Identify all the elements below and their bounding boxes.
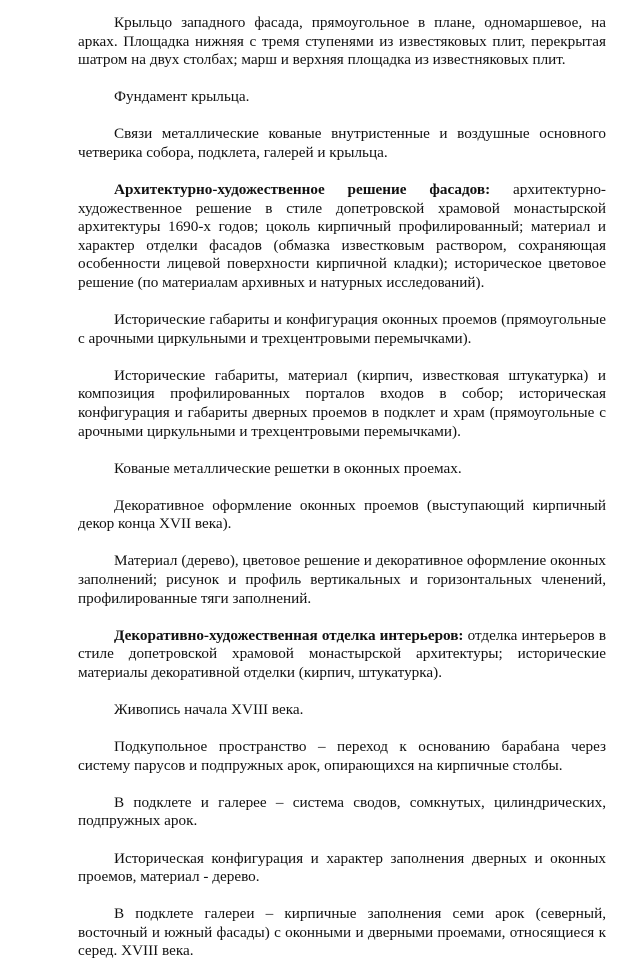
- paragraph-facade-solution: [78, 181, 606, 293]
- paragraph-window-openings: [78, 311, 606, 348]
- paragraph-heading: Декоративно-художественная отделка интерьеров:: [114, 626, 464, 644]
- paragraph-gallery-arches: [78, 905, 606, 961]
- paragraph-porch-foundation: [78, 88, 606, 107]
- paragraph-text: Кованые металлические решетки в оконных проемах.: [114, 459, 462, 477]
- paragraph-vaults: [78, 794, 606, 831]
- paragraph-text: Живопись начала XVIII века.: [114, 701, 304, 719]
- paragraph-text: Декоративное оформление оконных проемов (выступающий кирпичный декор конца XVII века).: [78, 496, 606, 533]
- paragraph-text: В подклете галереи – кирпичные заполнения семи арок (северный, восточный и южный фасады) с оконными и дверными проемами, относящиеся к серед. XVIII века.: [78, 905, 606, 960]
- paragraph-text: Подкупольное пространство – переход к основанию барабана через систему парусов и подпружных арок, опирающихся на кирпичные столбы.: [78, 738, 606, 774]
- paragraph-text: отделка интерьеров в стиле допетровской храмовой монастырской архитектуры; исторические материалы декоративной отделки (кирпич, штукатурка).: [78, 626, 607, 681]
- paragraph-text: Историческая конфигурация и характер заполнения дверных и оконных проемов, материал - дерево.: [78, 849, 606, 886]
- paragraph-window-fillings: [78, 552, 606, 608]
- paragraph-heading: Архитектурно-художественное решение фасадов:: [114, 181, 491, 199]
- paragraph-painting: [78, 701, 606, 720]
- paragraph-text: Исторические габариты и конфигурация оконных проемов (прямоугольные с арочными циркульными и трехцентровыми перемычками).: [78, 311, 606, 347]
- paragraph-text: Фундамент крыльца.: [114, 88, 250, 106]
- paragraph-metal-ties: [78, 125, 606, 162]
- paragraph-text: Материал (дерево), цветовое решение и декоративное оформление оконных заполнений; рисунок и профиль вертикальных и горизонтальных членений, профилированные тяги заполнений.: [78, 552, 606, 607]
- paragraph-text: Исторические габариты, материал (кирпич, известковая штукатурка) и композиция профилированных порталов входов в собор; историческая конфигурация и габариты дверных проемов в подклет и храм (прямоугольные с арочными циркульными и трехцентровыми перемычками).: [78, 366, 606, 440]
- paragraph-text: Крыльцо западного фасада, прямоугольное в плане, одномаршевое, на арках. Площадка нижняя с тремя ступенями из известяковых плит, перекрытая шатром на двух столбах; марш и верхняя площадка из известняковых плит.: [78, 14, 606, 69]
- document-page: [78, 14, 606, 961]
- paragraph-window-decor: [78, 497, 606, 534]
- paragraph-portals: [78, 367, 606, 441]
- paragraph-dome-space: [78, 738, 606, 775]
- paragraph-text: В подклете и галерее – система сводов, сомкнутых, цилиндрических, подпружных арок.: [78, 793, 606, 830]
- paragraph-door-window-fillings: [78, 850, 606, 887]
- paragraph-text: Связи металлические кованые внутристенные и воздушные основного четверика собора, подклета, галерей и крыльца.: [78, 125, 606, 161]
- paragraph-interior-decoration: [78, 627, 606, 683]
- paragraph-porch: [78, 14, 606, 70]
- paragraph-window-grilles: [78, 460, 606, 479]
- paragraph-text: архитектурно-художественное решение в стиле допетровской храмовой монастырской архитектуры 1690-х годов; цоколь кирпичный профилированный; материал и характер отделки фасадов (обмазка известковым раствором, сохраняющая особенности лицевой поверхности кирпичной кладки); историческое цветовое решение (по материалам архивных и натурных исследований).: [78, 181, 606, 292]
